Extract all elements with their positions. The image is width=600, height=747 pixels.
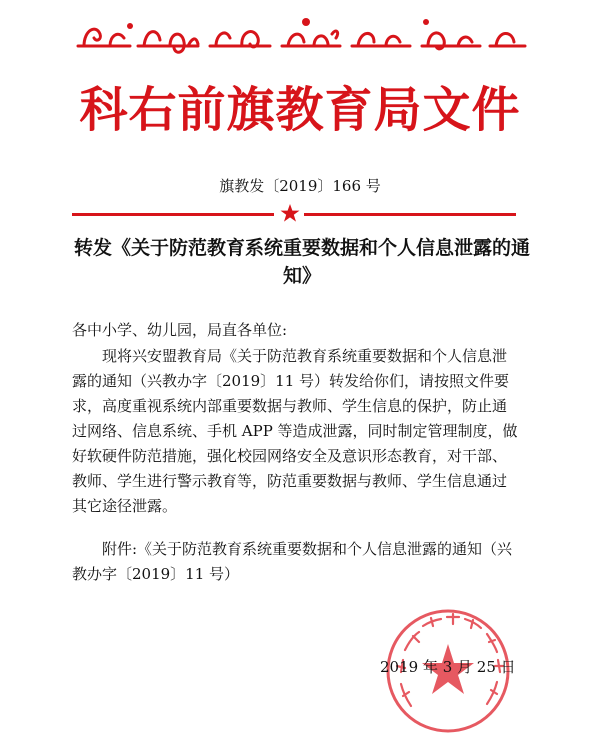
document-header-title: 科右前旗教育局文件	[79, 82, 521, 138]
red-star-icon	[280, 203, 300, 223]
mongolian-script-header	[70, 8, 530, 66]
body-paragraph: 现将兴安盟教育局《关于防范教育系统重要数据和个人信息泄露的通知（兴教办字〔2019〕11 号）转发给你们，请按照文件要求，高度重视系统内部重要数据与教师、学生信息的保护，防止通过网络、信息系统、手机 APP 等造成泄露，同时制定管理制度，做好软硬件防范措施，强化校园网络安全及意识形态教育，对干部、教师、学生进行警示教育等，防范重要数据与教师、学生信息通过其它途径泄露。	[72, 347, 518, 515]
document-number: 旗教发〔2019〕166 号	[219, 177, 381, 195]
attachment-line: 附件:《关于防范教育系统重要数据和个人信息泄露的通知（兴教办字〔2019〕11 号）	[72, 540, 513, 583]
red-divider-right	[304, 213, 516, 216]
document-title: 转发《关于防范教育系统重要数据和个人信息泄露的通知》	[73, 237, 530, 287]
red-divider-left	[72, 213, 274, 216]
salutation: 各中小学、幼儿园，局直各单位:	[72, 321, 288, 339]
document-date: 2019 年 3 月 25 日	[380, 658, 516, 676]
